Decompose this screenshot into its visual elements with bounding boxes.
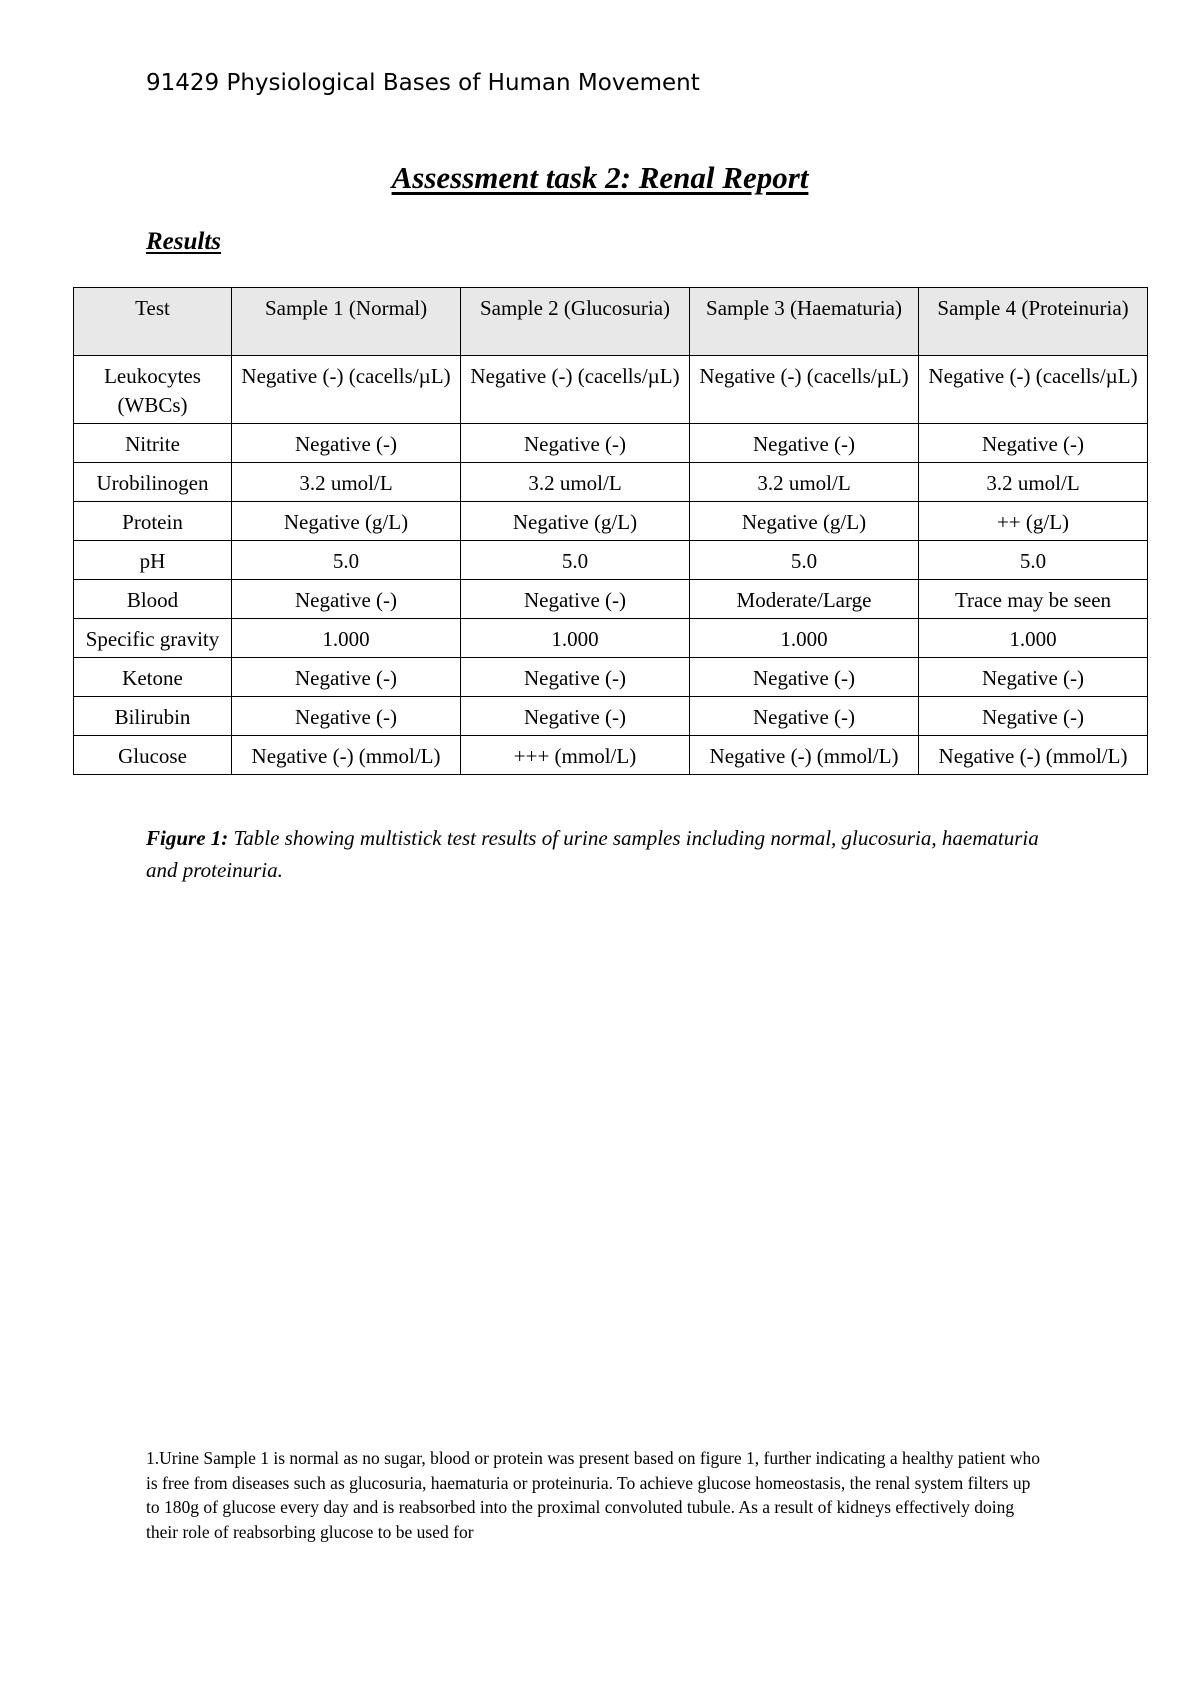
result-cell: Negative (-) bbox=[919, 697, 1148, 736]
table-row bbox=[74, 424, 1148, 463]
result-cell: Negative (g/L) bbox=[690, 502, 919, 541]
result-cell: Negative (-) bbox=[232, 580, 461, 619]
result-cell: Negative (-) bbox=[461, 658, 690, 697]
result-cell: Trace may be seen bbox=[919, 580, 1148, 619]
table-header-row bbox=[74, 288, 1148, 356]
table-row bbox=[74, 463, 1148, 502]
result-cell: Negative (g/L) bbox=[232, 502, 461, 541]
figure-label: Figure 1: bbox=[146, 826, 229, 850]
test-name-cell: Leukocytes (WBCs) bbox=[74, 356, 232, 424]
result-cell: Negative (-) bbox=[919, 658, 1148, 697]
column-header-sample-4: Sample 4 (Proteinuria) bbox=[919, 288, 1148, 356]
column-header-sample-1: Sample 1 (Normal) bbox=[232, 288, 461, 356]
test-name-cell: Bilirubin bbox=[74, 697, 232, 736]
report-title: Assessment task 2: Renal Report bbox=[391, 160, 809, 195]
body-paragraph: 1.Urine Sample 1 is normal as no sugar, blood or protein was present based on figure 1, further indicating a healthy patient who is free from diseases such as glucosuria, haematuria or proteinuria. To achieve glucose homeostasis, the renal system filters up to 180g of glucose every day and is reabsorbed into the proximal convoluted tubule. As a result of kidneys effectively doing their role of reabsorbing glucose to be used for bbox=[146, 1448, 1041, 1542]
result-cell: Negative (-) (mmol/L) bbox=[919, 736, 1148, 775]
result-cell: Negative (-) (cacells/µL) bbox=[690, 356, 919, 424]
column-header-sample-3: Sample 3 (Haematuria) bbox=[690, 288, 919, 356]
result-cell: Negative (-) bbox=[461, 580, 690, 619]
result-cell: Negative (-) bbox=[232, 697, 461, 736]
result-cell: Negative (-) bbox=[232, 658, 461, 697]
result-cell: Negative (-) (mmol/L) bbox=[690, 736, 919, 775]
results-heading: Results bbox=[146, 228, 222, 255]
result-cell: 5.0 bbox=[690, 541, 919, 580]
table-row bbox=[74, 697, 1148, 736]
course-header: 91429 Physiological Bases of Human Movement bbox=[146, 70, 700, 96]
result-cell: 1.000 bbox=[919, 619, 1148, 658]
result-cell: Negative (-) bbox=[461, 697, 690, 736]
table-row bbox=[74, 356, 1148, 424]
test-name-cell: Glucose bbox=[74, 736, 232, 775]
result-cell: 5.0 bbox=[232, 541, 461, 580]
result-cell: Negative (-) (cacells/µL) bbox=[461, 356, 690, 424]
test-name-cell: Blood bbox=[74, 580, 232, 619]
result-cell: Negative (-) bbox=[232, 424, 461, 463]
result-cell: Negative (-) bbox=[690, 424, 919, 463]
table-row bbox=[74, 736, 1148, 775]
result-cell: 3.2 umol/L bbox=[690, 463, 919, 502]
table-row bbox=[74, 619, 1148, 658]
result-cell: +++ (mmol/L) bbox=[461, 736, 690, 775]
result-cell: Negative (g/L) bbox=[461, 502, 690, 541]
test-name-cell: Nitrite bbox=[74, 424, 232, 463]
result-cell: 3.2 umol/L bbox=[232, 463, 461, 502]
result-cell: Negative (-) bbox=[690, 658, 919, 697]
result-cell: Negative (-) bbox=[919, 424, 1148, 463]
test-name-cell: Urobilinogen bbox=[74, 463, 232, 502]
column-header-sample-2: Sample 2 (Glucosuria) bbox=[461, 288, 690, 356]
column-header-test: Test bbox=[74, 288, 232, 356]
table-row bbox=[74, 580, 1148, 619]
result-cell: 5.0 bbox=[461, 541, 690, 580]
result-cell: 1.000 bbox=[232, 619, 461, 658]
table-row bbox=[74, 541, 1148, 580]
figure-caption-text: Table showing multistick test results of urine samples including normal, glucosuria, haematuria and proteinuria. bbox=[146, 826, 1039, 882]
table-row bbox=[74, 658, 1148, 697]
result-cell: Negative (-) (mmol/L) bbox=[232, 736, 461, 775]
result-cell: ++ (g/L) bbox=[919, 502, 1148, 541]
test-name-cell: Specific gravity bbox=[74, 619, 232, 658]
result-cell: 3.2 umol/L bbox=[919, 463, 1148, 502]
result-cell: 5.0 bbox=[919, 541, 1148, 580]
test-name-cell: Protein bbox=[74, 502, 232, 541]
figure-caption bbox=[146, 822, 1046, 886]
result-cell: 1.000 bbox=[461, 619, 690, 658]
result-cell: Negative (-) (cacells/µL) bbox=[919, 356, 1148, 424]
result-cell: 1.000 bbox=[690, 619, 919, 658]
table-row bbox=[74, 502, 1148, 541]
test-name-cell: pH bbox=[74, 541, 232, 580]
result-cell: Negative (-) bbox=[461, 424, 690, 463]
result-cell: 3.2 umol/L bbox=[461, 463, 690, 502]
result-cell: Negative (-) (cacells/µL) bbox=[232, 356, 461, 424]
test-name-cell: Ketone bbox=[74, 658, 232, 697]
result-cell: Negative (-) bbox=[690, 697, 919, 736]
result-cell: Moderate/Large bbox=[690, 580, 919, 619]
results-table bbox=[73, 287, 1148, 775]
